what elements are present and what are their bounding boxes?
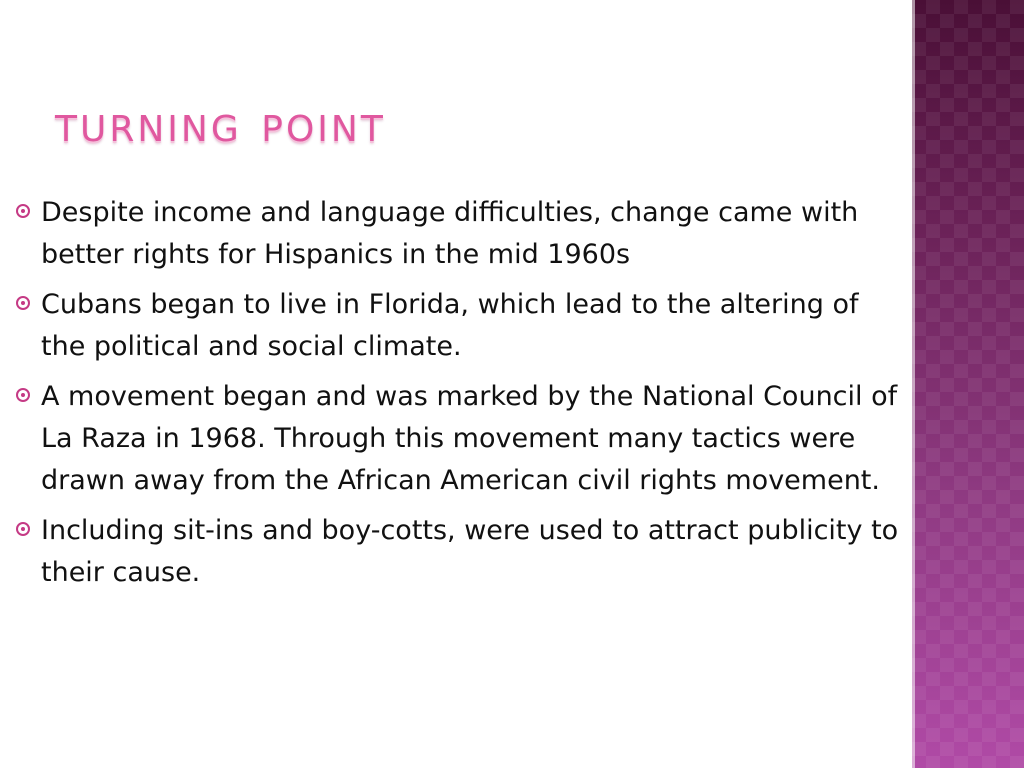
circled-dot-icon: [16, 204, 30, 218]
bullet-item: [16, 510, 906, 594]
bullet-text: A movement began and was marked by the National Council of La Raza in 1968. Through this movement many tactics were drawn away from the African American civil rights movement.: [41, 381, 898, 496]
bullet-text: Cubans began to live in Florida, which lead to the altering of the political and social climate.: [41, 289, 859, 362]
circled-dot-icon: [16, 522, 30, 536]
bullet-text: Despite income and language difficulties, change came with better rights for Hispanics in the mid 1960s: [41, 197, 859, 270]
bullet-text: Including sit-ins and boy-cotts, were used to attract publicity to their cause.: [41, 515, 899, 588]
side-band-edge: [912, 0, 915, 768]
diamond-pattern: [912, 0, 1024, 768]
circled-dot-icon: [16, 388, 30, 402]
bullet-item: [16, 284, 906, 368]
bullet-item: [16, 192, 906, 276]
bullet-list: [16, 192, 906, 602]
decorative-side-band: [912, 0, 1024, 768]
bullet-item: [16, 376, 906, 502]
circled-dot-icon: [16, 296, 30, 310]
slide-title: turning point: [55, 94, 386, 154]
